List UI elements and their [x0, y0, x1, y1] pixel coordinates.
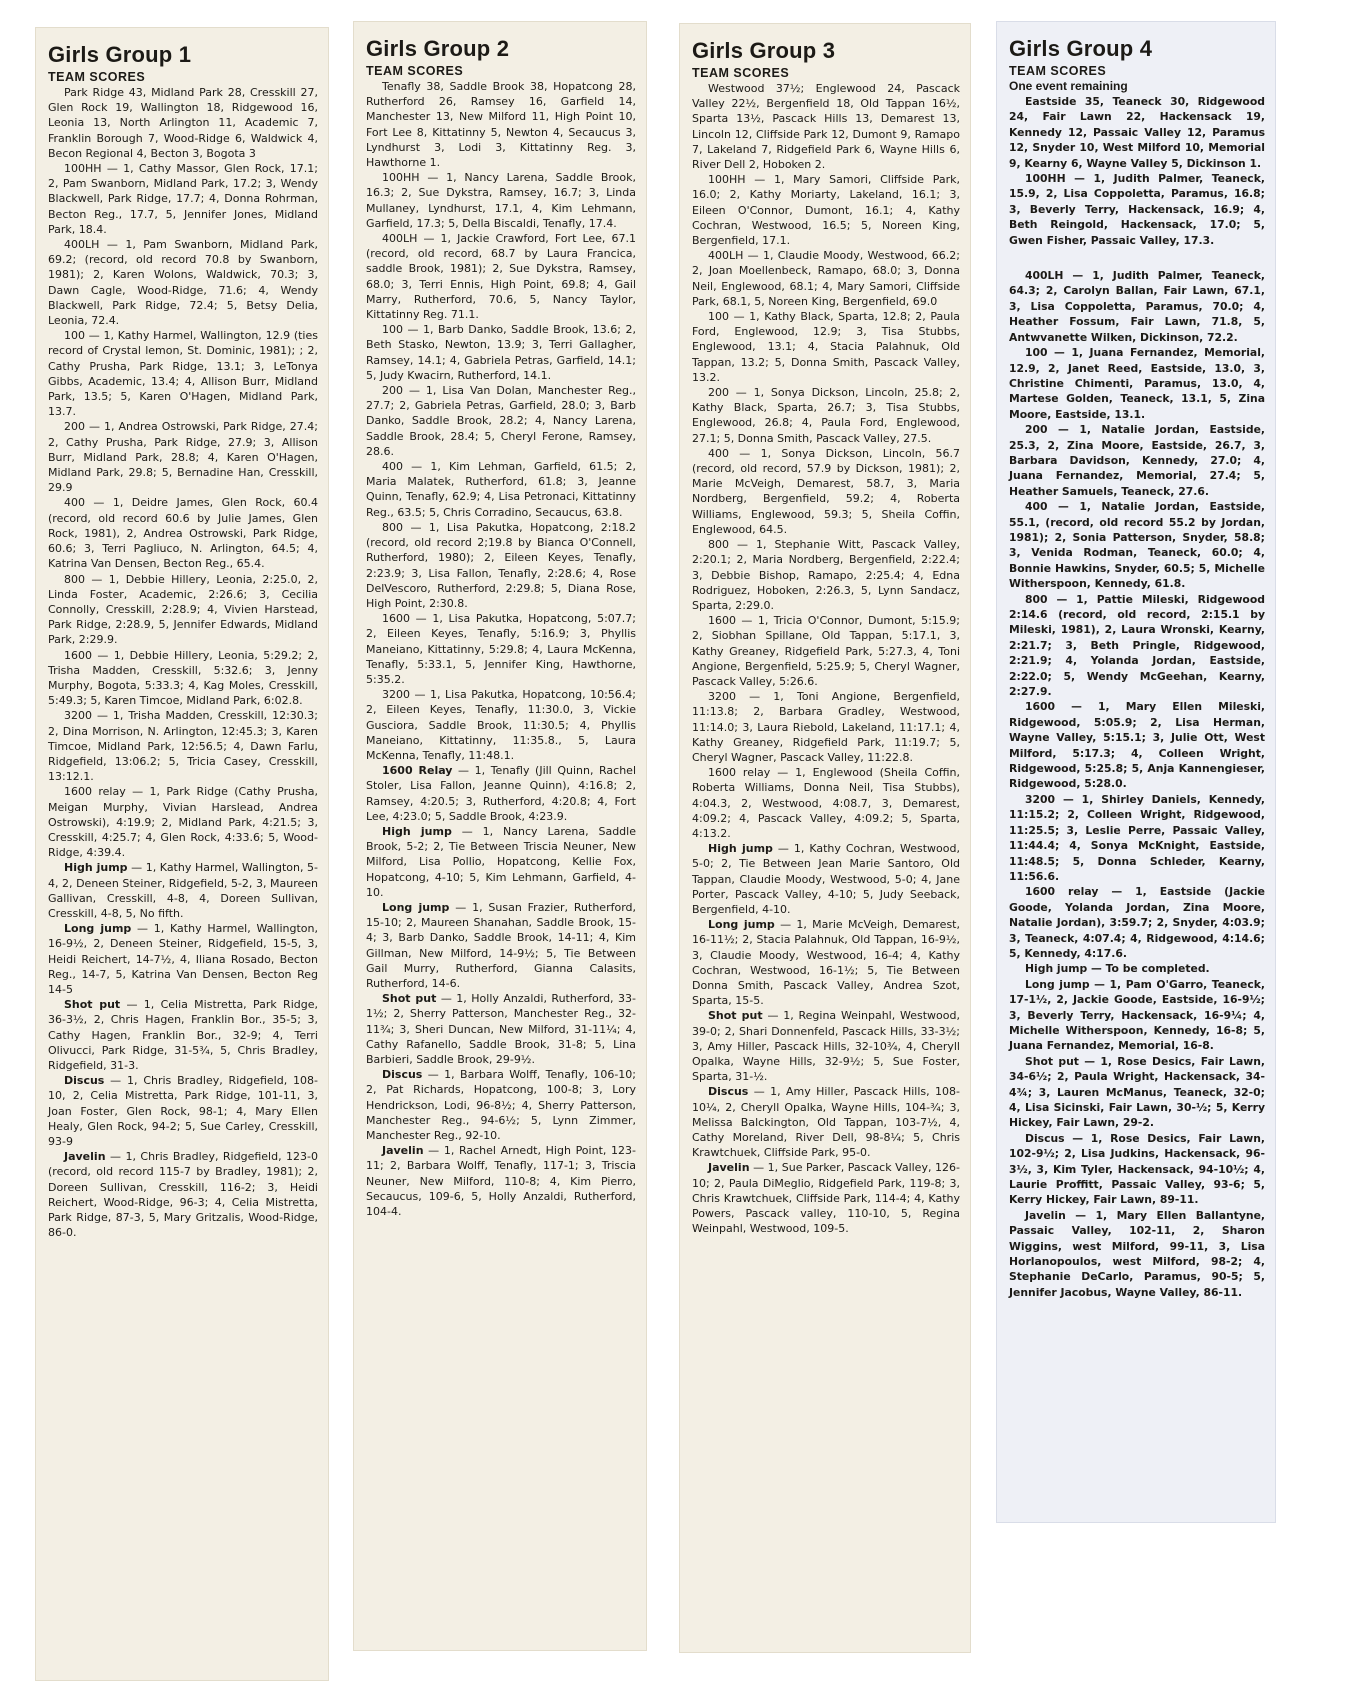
- event-text: — 1, Sue Parker, Pascack Valley, 126-10; 2, Paula DiMeglio, Ridgefield Park, 119-8; 3, Chris Krawtchuek, Cliffside Park, 114-4; 4, Kathy Powers, Pascack valley, 110-10, 5, Regina Weinpahl, Westwood, 109-5.: [692, 1161, 960, 1236]
- event-label: High jump: [382, 824, 452, 838]
- results-body: [48, 85, 318, 1240]
- event-text: — 1, Chris Bradley, Ridgefield, 108-10, 2, Celia Mistretta, Park Ridge, 101-11, 3, Joan Foster, Glen Rock, 98-1; 4, Mary Ellen Healy, Glen Rock, 94-2; 5, Sue Carley, Cresskill, 93-9: [48, 1074, 318, 1149]
- event-text: Javelin — 1, Mary Ellen Ballantyne, Passaic Valley, 102-11, 2, Sharon Wiggins, west Milford, 99-11, 3, Lisa Horlanopoulos, west Milford, 98-2; 4, Stephanie DeCarlo, Paramus, 90-5; 5, Jennifer Jacobus, Wayne Valley, 86-11.: [1009, 1208, 1265, 1299]
- event-result: [692, 613, 960, 689]
- group-title: Girls Group 2: [366, 36, 510, 61]
- section-gap: [1009, 248, 1265, 268]
- event-result: [1009, 977, 1265, 1054]
- event-text: 3200 — 1, Trisha Madden, Cresskill, 12:30.3; 2, Dina Morrison, N. Arlington, 12:45.3; 3, Karen Timcoe, Midland Park, 12:56.5; 4, Dawn Farlu, Ridgefield, 13:06.2; 5, Tricia Casey, Cresskill, 13:12.1.: [48, 709, 318, 784]
- group-title: Girls Group 3: [692, 38, 836, 63]
- event-result: [366, 1067, 636, 1143]
- event-result: [692, 765, 960, 841]
- event-text: 100HH — 1, Cathy Massor, Glen Rock, 17.1; 2, Pam Swanborn, Midland Park, 17.2; 3, Wendy Blackwell, Park Ridge, 17.7; 4, Donna Rohrman, Becton Reg., 17.7, 5, Jennifer Jones, Midland Park, 18.4.: [48, 162, 318, 236]
- results-body: [366, 79, 636, 1219]
- event-result: [366, 611, 636, 687]
- event-result: [48, 419, 318, 495]
- event-text: 1600 relay — 1, Eastside (Jackie Goode, Yolanda Jordan, Zina Moore, Natalie Jordan), 3:59.7; 2, Snyder, 4:03.9; 3, Teaneck, 4:07.4; 4, Ridgewood, 4:14.6; 5, Kennedy, 4:17.6.: [1009, 885, 1265, 960]
- event-label: 1600 Relay: [382, 764, 453, 778]
- event-text: 100 — 1, Kathy Black, Sparta, 12.8; 2, Paula Ford, Englewood, 12.9; 3, Tisa Stubbs, Englewood, 13.1; 4, Stacia Palahnuk, Old Tappan, 13.2; 5, Donna Smith, Pascack Valley, 13.2.: [692, 310, 960, 384]
- event-text: — 1, Celia Mistretta, Park Ridge, 36-3½, 2, Chris Hagen, Franklin Bor., 35-5; 3, Cathy Hagen, Franklin Bor., 32-9; 4, Terri Olivucci, Park Ridge, 31-5¾, 5, Chris Bradley, Ridgefield, 31-3.: [48, 998, 318, 1072]
- event-result: [1009, 171, 1265, 248]
- event-result: [366, 1143, 636, 1219]
- event-text: 3200 — 1, Shirley Daniels, Kennedy, 11:15.2; 2, Colleen Wright, Ridgewood, 11:25.5; 3, Leslie Perre, Passaic Valley, 11:44.4; 4, Sonya McKnight, Eastside, 11:48.5; 5, Donna Schleder, Kearny, 11:56.6.: [1009, 792, 1265, 883]
- event-label: Long jump: [708, 918, 775, 932]
- event-text: — 1, Kathy Cochran, Westwood, 5-0; 2, Tie Between Jean Marie Santoro, Old Tappan, Claudie Moody, Westwood, 5-0; 4, Jane Porter, Pascack Valley, 4-10; 5, Judy Seeback, Bergenfield, 4-10.: [692, 842, 960, 916]
- event-result: [692, 1008, 960, 1084]
- event-text: Long jump — 1, Pam O'Garro, Teaneck, 17-1½, 2, Jackie Goode, Eastside, 16-9½; 3, Beverly Terry, Hackensack, 16-9¼; 4, Michelle Witherspoon, Kennedy, 16-8; 5, Juana Fernandez, Memorial, 16-8.: [1009, 977, 1265, 1053]
- event-result: [366, 322, 636, 383]
- event-result: [48, 572, 318, 648]
- event-result: [1009, 1054, 1265, 1131]
- event-text: 1600 — 1, Lisa Pakutka, Hopatcong, 5:07.7; 2, Eileen Keyes, Tenafly, 5:16.9; 3, Phyllis Maneiano, Kittatinny, 5:29.8; 4, Laura McKenna, Tenafly, 5:33.1, 5, Jennifer King, Hawthorne, 5:35.2.: [366, 612, 636, 686]
- event-text: 1600 — 1, Tricia O'Connor, Dumont, 5:15.9; 2, Siobhan Spillane, Old Tappan, 5:17.1, 3, Kathy Greaney, Ridgefield Park, 5:27.3, 4, Toni Angione, Bergenfield, 5:25.9; 5, Cheryl Wagner, Pascack Valley, 5:26.6.: [692, 614, 960, 688]
- event-text: 100 — 1, Barb Danko, Saddle Brook, 13.6; 2, Beth Stasko, Newton, 13.9; 3, Terri Gallagher, Ramsey, 14.1; 4, Gabriela Petras, Garfield, 14.1; 5, Judy Kwacirn, Rutherford, 14.1.: [366, 323, 636, 382]
- results-body: [692, 81, 960, 1236]
- remaining-note: One event remaining: [1009, 79, 1128, 93]
- event-text: 3200 — 1, Lisa Pakutka, Hopatcong, 10:56.4; 2, Eileen Keyes, Tenafly, 11:30.0, 3, Vickie Gusciora, Saddle Brook, 11:30.5; 4, Phyllis Maneiano, Kittatinny, 11:35.8., 5, Laura McKenna, Tenafly, 11:48.1.: [366, 688, 636, 762]
- team-scores-heading: TEAM SCORES: [1009, 64, 1107, 78]
- event-label: Long jump: [64, 922, 132, 936]
- event-result: [692, 81, 960, 172]
- event-text: — 1, Chris Bradley, Ridgefield, 123-0 (record, old record 115-7 by Bradley, 1981); 2, Doreen Sullivan, Cresskill, 116-2; 3, Heidi Reichert, Wood-Ridge, 96-3; 4, Celia Mistretta, Park Ridge, 87-3, 5, Mary Gritzalis, Wood-Ridge, 86-0.: [48, 1150, 318, 1240]
- event-result: [48, 997, 318, 1073]
- event-text: Eastside 35, Teaneck 30, Ridgewood 24, Fair Lawn 22, Hackensack 19, Kennedy 12, Passaic Valley 12, Paramus 12, Snyder 10, West Milford 10, Memorial 9, Kearny 6, Wayne Valley 5, Dickinson 1.: [1009, 95, 1265, 170]
- event-result: [1009, 345, 1265, 422]
- event-text: 400LH — 1, Judith Palmer, Teaneck, 64.3; 2, Carolyn Ballan, Fair Lawn, 67.1, 3, Lisa Coppoletta, Paramus, 70.0; 4, Heather Fossum, Fair Lawn, 71.8, 5, Antwvanette Wilken, Dickinson, 72.2.: [1009, 269, 1265, 344]
- event-result: [1009, 961, 1265, 976]
- event-result: [366, 991, 636, 1067]
- results-body: [1009, 94, 1265, 1300]
- event-result: [48, 708, 318, 784]
- event-result: [1009, 268, 1265, 345]
- event-result: [692, 1084, 960, 1160]
- event-result: [366, 459, 636, 520]
- team-scores-heading: TEAM SCORES: [48, 70, 146, 84]
- event-result: [48, 495, 318, 571]
- event-result: [1009, 699, 1265, 791]
- event-label: Shot put: [382, 992, 437, 1006]
- event-text: 3200 — 1, Toni Angione, Bergenfield, 11:13.8; 2, Barbara Gradley, Westwood, 11:14.0; 3, Laura Riebold, Lakeland, 11:17.1; 4, Kathy Greaney, Ridgefield Park, 11:19.7; 5, Cheryl Wagner, Pascack Valley, 11:22.8.: [692, 690, 960, 764]
- group-4-clipping: [997, 22, 1275, 1522]
- event-result: [48, 85, 318, 161]
- event-text: — 1, Amy Hiller, Pascack Hills, 108-10¼, 2, Cheryll Opalka, Wayne Hills, 104-¾; 3, Melissa Balckington, Old Tappan, 103-7½, 4, Cathy Moreland, River Dell, 98-8¼; 5, Chris Krawtchuek, Cliffside Park, 95-0.: [692, 1085, 960, 1160]
- event-result: [692, 446, 960, 537]
- event-result: [692, 917, 960, 1008]
- event-result: [366, 79, 636, 170]
- event-text: 800 — 1, Debbie Hillery, Leonia, 2:25.0, 2, Linda Foster, Academic, 2:26.6; 3, Cecilia Connolly, Cresskill, 2:28.9; 4, Vivien Harstead, Park Ridge, 2:28.9, 5, Jennifer Edwards, Midland Park, 2:29.9.: [48, 572, 318, 647]
- event-text: 1600 — 1, Debbie Hillery, Leonia, 5:29.2; 2, Trisha Madden, Cresskill, 5:32.6; 3, Jenny Murphy, Bogota, 5:33.3; 4, Kag Moles, Cresskill, 5:49.3; 5, Karen Timcoe, Midland Park, 6:02.8.: [48, 648, 318, 708]
- event-result: [48, 328, 318, 419]
- group-title: Girls Group 4: [1009, 36, 1153, 61]
- event-text: 800 — 1, Pattie Mileski, Ridgewood 2:14.6 (record, old record, 2:15.1 by Mileski, 1981), 2, Laura Wronski, Kearny, 2:21.7; 3, Beth Pringle, Ridgewood, 2:21.9; 4, Yolanda Jordan, Eastside, 2:22.0; 5, Wendy McGeehan, Kearny, 2:27.9.: [1009, 592, 1265, 699]
- event-result: [366, 687, 636, 763]
- group-title: Girls Group 1: [48, 42, 192, 67]
- event-text: — 1, Susan Frazier, Rutherford, 15-10; 2, Maureen Shanahan, Saddle Brook, 15-4; 3, Barb Danko, Saddle Brook, 14-11; 4, Kim Gillman, New Milford, 14-9½; 5, Tie Between Gail Murry, Rutherford, Gianna Calasits, Rutherford, 14-6.: [366, 900, 636, 990]
- event-label: High jump: [64, 861, 128, 875]
- event-result: [1009, 1208, 1265, 1300]
- event-text: 200 — 1, Andrea Ostrowski, Park Ridge, 27.4; 2, Cathy Prusha, Park Ridge, 27.9; 3, Allison Burr, Midland Park, 28.8; 4, Karen O'Hagen, Midland Park, 29.8; 5, Bernadine Han, Cresskill, 29.9: [48, 420, 318, 495]
- event-result: [366, 763, 636, 824]
- event-result: [692, 172, 960, 248]
- event-label: Shot put: [708, 1009, 763, 1023]
- event-result: [48, 1073, 318, 1149]
- event-text: 100HH — 1, Nancy Larena, Saddle Brook, 16.3; 2, Sue Dykstra, Ramsey, 16.7; 3, Linda Mullaney, Lyndhurst, 17.1, 4, Kim Lehmann, Garfield, 17.3; 5, Della Biscaldi, Tenafly, 17.4.: [366, 171, 636, 230]
- event-result: [1009, 1131, 1265, 1208]
- event-result: [692, 309, 960, 385]
- event-result: [366, 520, 636, 611]
- event-text: Westwood 37½; Englewood 24, Pascack Valley 22½, Bergenfield 18, Old Tappan 16½, Sparta 13½, Pascack Hills 13, Demarest 13, Lincoln 12, Cliffside Park 12, Dumont 9, Ramapo 7, Lakeland 7, Ridgefield Park 6, Wayne Hills 6, River Dell 2, Hoboken 2.: [692, 82, 960, 172]
- event-text: — 1, Tenafly (Jill Quinn, Rachel Stoler, Lisa Fallon, Jeanne Quinn), 4:16.8; 2, Ramsey, 4:20.5; 3, Rutherford, 4:20.8; 4, Fort Lee, 4:23.0; 5, Saddle Brook, 4:23.9.: [366, 764, 636, 823]
- event-text: Discus — 1, Rose Desics, Fair Lawn, 102-9½; 2, Lisa Judkins, Hackensack, 96-3½, 3, Kim Tyler, Hackensack, 94-10½; 4, Laurie Proffitt, Passaic Valley, 93-6; 5, Kerry Hickey, Fair Lawn, 89-11.: [1009, 1131, 1265, 1207]
- event-label: Discus: [64, 1074, 105, 1088]
- event-result: [48, 648, 318, 709]
- event-text: 1600 — 1, Mary Ellen Mileski, Ridgewood, 5:05.9; 2, Lisa Herman, Wayne Valley, 5:15.1; 3, Julie Ott, West Milford, 5:17.3; 4, Colleen Wright, Ridgewood, 5:25.8; 5, Anja Kannengieser, Ridgewood, 5:28.0.: [1009, 700, 1265, 791]
- event-text: 400 — 1, Deidre James, Glen Rock, 60.4 (record, old record 60.6 by Julie James, Glen Rock, 1981), 2, Andrea Ostrowski, Park Ridge, 60.6; 3, Terri Pagliuco, N. Arlington, 64.5; 4, Katrina Van Densen, Becton Reg., 65.4.: [48, 496, 318, 571]
- event-result: [48, 161, 318, 237]
- event-result: [366, 231, 636, 322]
- event-text: 200 — 1, Lisa Van Dolan, Manchester Reg., 27.7; 2, Gabriela Petras, Garfield, 28.0; 3, Barb Danko, Saddle Brook, 28.2; 4, Nancy Larena, Saddle Brook, 28.4; 5, Cheryl Ferone, Ramsey, 28.6.: [366, 384, 636, 458]
- event-result: [1009, 592, 1265, 700]
- event-label: Shot put: [64, 998, 121, 1012]
- event-result: [48, 921, 318, 997]
- event-result: [1009, 499, 1265, 591]
- event-text: — 1, Barbara Wolff, Tenafly, 106-10; 2, Pat Richards, Hopatcong, 100-8; 3, Lory Hendrickson, Lodi, 96-8½; 4, Sherry Patterson, Manchester Reg., 94-6½; 5, Lynn Zimmer, Manchester Reg., 92-10.: [366, 1068, 636, 1143]
- event-text: 1600 relay — 1, Park Ridge (Cathy Prusha, Meigan Murphy, Vivian Harslead, Andrea Ostrowski), 4:19.9; 2, Midland Park, 4:21.5; 3, Cresskill, 4:25.7; 4, Glen Rock, 4:33.6; 5, Wood-Ridge, 4:39.4.: [48, 785, 318, 860]
- event-result: [692, 248, 960, 309]
- event-result: [692, 385, 960, 446]
- event-text: 100 — 1, Juana Fernandez, Memorial, 12.9, 2, Janet Reed, Eastside, 13.0, 3, Christine Chimenti, Paramus, 13.0, 4, Martese Golden, Teaneck, 13.1, 5, Zina Moore, Eastside, 13.1.: [1009, 346, 1265, 421]
- event-result: [366, 824, 636, 900]
- group-1-clipping: [36, 28, 328, 1680]
- team-scores-heading: TEAM SCORES: [366, 64, 464, 78]
- event-label: Javelin: [708, 1161, 750, 1175]
- event-result: [1009, 422, 1265, 499]
- event-result: [48, 784, 318, 860]
- event-text: 400LH — 1, Pam Swanborn, Midland Park, 69.2; (record, old record 70.8 by Swanborn, 1981); 2, Karen Wolons, Waldwick, 70.3; 3, Dawn Cagle, Wood-Ridge, 71.6; 4, Wendy Blackwell, Park Ridge, 72.4; 5, Betsy Delia, Leonia, 72.4.: [48, 238, 318, 328]
- event-text: 400 — 1, Sonya Dickson, Lincoln, 56.7 (record, old record, 57.9 by Dickson, 1981); 2, Marie McVeigh, Demarest, 58.7, 3, Maria Nordberg, Bergenfield, 59.2; 4, Roberta Williams, Englewood, 59.3; 5, Sheila Coffin, Englewood, 64.5.: [692, 446, 960, 536]
- event-label: Long jump: [382, 900, 450, 914]
- group-3-clipping: [680, 24, 970, 1652]
- event-label: Discus: [708, 1085, 749, 1099]
- event-text: 400 — 1, Natalie Jordan, Eastside, 55.1, (record, old record 55.2 by Jordan, 1981); 2, Sonia Patterson, Snyder, 58.8; 3, Venida Rodman, Teaneck, 60.0; 4, Bonnie Hawkins, Snyder, 60.5; 5, Michelle Witherspoon, Kennedy, 61.8.: [1009, 500, 1265, 591]
- event-text: Tenafly 38, Saddle Brook 38, Hopatcong 28, Rutherford 26, Ramsey 16, Garfield 14, Manchester 13, New Milford 11, High Point 10, Fort Lee 8, Kittatinny 5, Newton 4, Secaucus 3, Lyndhurst 3, Lodi 3, Kittatinny Reg. 3, Hawthorne 1.: [366, 80, 636, 170]
- event-result: [48, 860, 318, 921]
- event-result: [48, 1149, 318, 1240]
- event-text: — 1, Kathy Harmel, Wallington, 5-4, 2, Deneen Steiner, Ridgefield, 5-2, 3, Maureen Gallivan, Cresskill, 4-8, 4, Doreen Sullivan, Cresskill, 4-8, 5, No fifth.: [48, 861, 319, 920]
- event-text: 100HH — 1, Mary Samori, Cliffside Park, 16.0; 2, Kathy Moriarty, Lakeland, 16.1; 3, Eileen O'Connor, Dumont, 16.1; 4, Kathy Cochran, Westwood, 16.5; 5, Noreen King, Bergenfield, 17.1.: [692, 173, 960, 248]
- event-text: — 1, Regina Weinpahl, Westwood, 39-0; 2, Shari Donnenfeld, Pascack Hills, 33-3½; 3, Amy Hiller, Pascack Hills, 32-10¾, 4, Cheryll Opalka, Wayne Hills, 32-9½; 5, Sue Foster, Sparta, 31-½.: [692, 1009, 960, 1084]
- event-text: 200 — 1, Sonya Dickson, Lincoln, 25.8; 2, Kathy Black, Sparta, 26.7; 3, Tisa Stubbs, Englewood, 26.8; 4, Paula Ford, Englewood, 27.1; 5, Donna Smith, Pascack Valley, 27.5.: [692, 386, 960, 445]
- event-label: Javelin: [64, 1150, 106, 1164]
- event-text: — 1, Kathy Harmel, Wallington, 16-9½, 2, Deneen Steiner, Ridgefield, 15-5, 3, Heidi Reichert, 14-7½, 4, Iliana Rosado, Becton Reg., 14-7, 5, Katrina Van Densen, Becton Reg 14-5: [48, 922, 318, 996]
- event-text: 400LH — 1, Claudie Moody, Westwood, 66.2; 2, Joan Moellenbeck, Ramapo, 68.0; 3, Donna Neil, Englewood, 68.1; 4, Mary Samori, Cliffside Park, 68.1, 5, Noreen King, Bergenfield, 69.0: [692, 249, 960, 308]
- event-text: 800 — 1, Stephanie Witt, Pascack Valley, 2:20.1; 2, Maria Nordberg, Bergenfield, 2:22.4; 3, Debbie Bishop, Ramapo, 2:25.4; 4, Edna Rodriguez, Hoboken, 2:26.3, 5, Lynn Sandacz, Sparta, 2:29.0.: [692, 538, 960, 612]
- event-text: 100 — 1, Kathy Harmel, Wallington, 12.9 (ties record of Crystal lemon, St. Dominic, 1981); ; 2, Cathy Prusha, Park Ridge, 13.1; 3, LeTonya Gibbs, Academic, 13.4; 4, Allison Burr, Midland Park, 13.5; 5, Karen O'Hagen, Midland Park, 13.7.: [48, 329, 318, 419]
- event-result: [1009, 792, 1265, 884]
- event-text: — 1, Nancy Larena, Saddle Brook, 5-2; 2, Tie Between Triscia Neuner, New Milford, Lisa Pollio, Hopatcong, Kellie Fox, Hopatcong, 4-10; 5, Kim Lehmann, Garfield, 4-10.: [366, 824, 636, 899]
- event-text: Shot put — 1, Rose Desics, Fair Lawn, 34-6½; 2, Paula Wright, Hackensack, 34-4¾; 3, Lauren McManus, Teaneck, 32-0; 4, Lisa Sicinski, Fair Lawn, 30-½; 5, Kerry Hickey, Fair Lawn, 29-2.: [1009, 1054, 1265, 1130]
- team-scores-heading: TEAM SCORES: [692, 66, 790, 80]
- event-result: [366, 170, 636, 231]
- event-result: [1009, 94, 1265, 171]
- event-text: 200 — 1, Natalie Jordan, Eastside, 25.3, 2, Zina Moore, Eastside, 26.7, 3, Barbara Davidson, Kennedy, 27.0; 4, Juana Fernandez, Memorial, 27.4; 5, Heather Samuels, Teaneck, 27.6.: [1009, 423, 1265, 498]
- event-text: — 1, Marie McVeigh, Demarest, 16-11½; 2, Stacia Palahnuk, Old Tappan, 16-9½, 3, Claudie Moody, Westwood, 16-4; 4, Kathy Cochran, Westwood, 16-1½; 5, Tie Between Donna Smith, Pascack Valley, Andrea Szot, Sparta, 15-5.: [692, 918, 960, 1008]
- event-text: Park Ridge 43, Midland Park 28, Cresskill 27, Glen Rock 19, Wallington 18, Ridgewood 16, Leonia 13, North Arlington 11, Academic 7, Franklin Borough 7, Wood-Ridge 6, Waldwick 4, Becon Regional 4, Becton 3, Bogota 3: [48, 86, 318, 160]
- event-result: [692, 537, 960, 613]
- event-text: 400 — 1, Kim Lehman, Garfield, 61.5; 2, Maria Malatek, Rutherford, 61.8; 3, Jeanne Quinn, Tenafly, 62.9; 4, Lisa Petronaci, Kittatinny Reg., 63.5; 5, Chris Corradino, Secaucus, 63.8.: [366, 460, 636, 519]
- event-result: [692, 689, 960, 765]
- group-2-clipping: [354, 22, 646, 1650]
- event-text: 100HH — 1, Judith Palmer, Teaneck, 15.9, 2, Lisa Coppoletta, Paramus, 16.8; 3, Beverly Terry, Hackensack, 16.9; 4, Beth Reingold, Hackensack, 17.0; 5, Gwen Fisher, Passaic Valley, 17.3.: [1009, 172, 1265, 247]
- event-result: [48, 237, 318, 328]
- event-text: 800 — 1, Lisa Pakutka, Hopatcong, 2:18.2 (record, old record 2;19.8 by Bianca O'Connell, Rutherford, 1980); 2, Eileen Keyes, Tenafly, 2:23.9; 3, Lisa Fallon, Tenafly, 2:28.6; 4, Rose DelVescoro, Rutherford, 2:29.8; 5, Diana Rose, High Point, 2:30.8.: [366, 520, 636, 610]
- event-label: Discus: [382, 1068, 423, 1082]
- event-result: [692, 841, 960, 917]
- event-text: 1600 relay — 1, Englewood (Sheila Coffin, Roberta Williams, Donna Neil, Tisa Stubbs), 4:04.3, 2, Westwood, 4:08.7, 3, Demarest, 4:09.2; 4, Pascack Valley, 4:09.2; 5, Sparta, 4:13.2.: [692, 766, 960, 840]
- event-label: Javelin: [382, 1144, 424, 1158]
- event-label: High jump: [708, 842, 773, 856]
- event-text: — 1, Rachel Arnedt, High Point, 123-11; 2, Barbara Wolff, Tenafly, 117-1; 3, Triscia Neuner, New Milford, 110-8; 4, Kim Pierro, Secaucus, 109-6, 5, Holly Anzaldi, Rutherford, 104-4.: [366, 1144, 636, 1219]
- event-text: 400LH — 1, Jackie Crawford, Fort Lee, 67.1 (record, old record, 68.7 by Laura Francica, saddle Brook, 1981); 2, Sue Dykstra, Ramsey, 68.0; 3, Terri Ennis, High Point, 69.8; 4, Gail Marry, Rutherford, 70.6, 5, Nancy Taylor, Kittatinny Reg. 71.1.: [366, 232, 636, 322]
- event-text: High jump — To be completed.: [1025, 962, 1210, 976]
- event-result: [692, 1160, 960, 1236]
- event-result: [1009, 884, 1265, 961]
- event-result: [366, 383, 636, 459]
- event-result: [366, 900, 636, 991]
- event-text: — 1, Holly Anzaldi, Rutherford, 33-1½; 2, Sherry Patterson, Manchester Reg., 32-11¾; 3, Sheri Duncan, New Milford, 31-11¼; 4, Cathy Rafanello, Saddle Brook, 31-8; 5, Lina Barbieri, Saddle Brook, 29-9½.: [366, 992, 636, 1066]
